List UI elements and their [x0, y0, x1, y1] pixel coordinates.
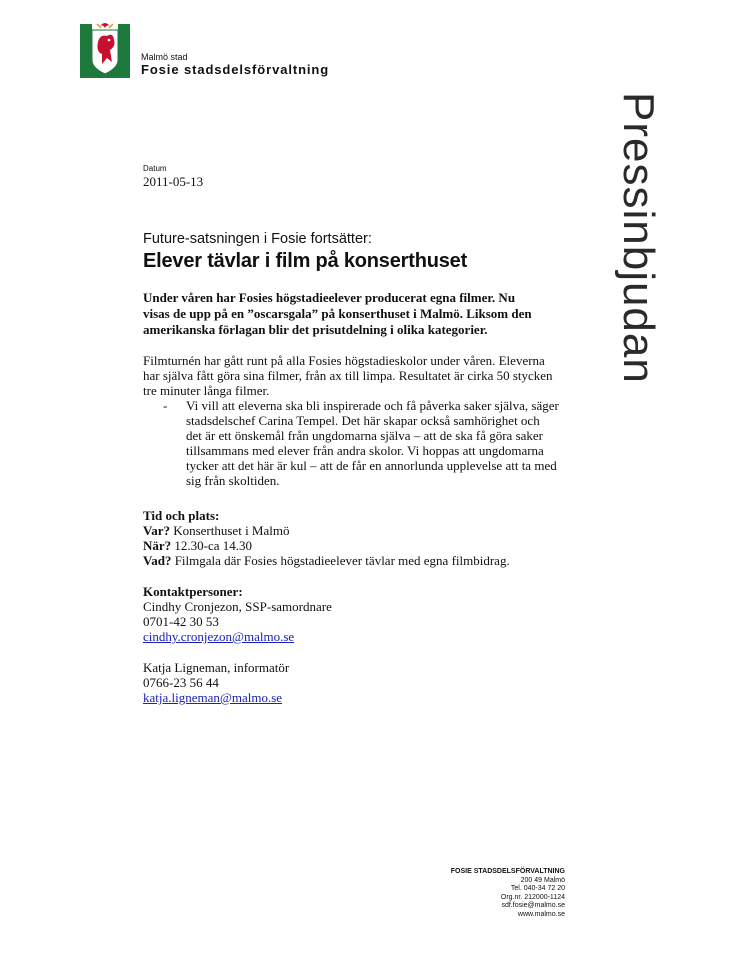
side-title: Pressinbjudan — [614, 92, 663, 384]
quote-line: tycker att det här är kul – att de får en annorlunda upplevelse att ta med — [186, 458, 557, 473]
kicker: Future-satsningen i Fosie fortsätter: — [143, 231, 372, 247]
quote-line: stadsdelschef Carina Tempel. Det här skapar också samhörighet och — [186, 413, 540, 428]
contacts-heading: Kontaktpersoner: — [143, 584, 243, 599]
press-invitation-vertical-title — [607, 92, 667, 412]
malmo-griffin-coat-of-arms-icon — [80, 20, 130, 78]
contacts — [143, 584, 332, 644]
body-paragraph — [143, 353, 573, 398]
contact-email-link[interactable]: cindhy.cronjezon@malmo.se — [143, 629, 295, 644]
lead-line: amerikanska förlagan blir det prisutdelning i olika kategorier. — [143, 322, 488, 337]
contact-name: Cindhy Cronjezon, SSP-samordnare — [143, 599, 332, 614]
footer-website: www.malmo.se — [517, 910, 565, 918]
footer-address — [451, 868, 565, 920]
lead-line: visas de upp på en ”oscarsgala” på konserthuset i Malmö. Liksom den — [143, 306, 532, 321]
org-small-name: Malmö stad — [141, 52, 188, 62]
where-label: Var? — [143, 523, 170, 538]
lead-paragraph — [143, 290, 563, 338]
lead-line: Under våren har Fosies högstadieelever producerat egna filmer. Nu — [143, 290, 516, 305]
what-label: Vad? — [143, 553, 172, 568]
quote-line: tillsammans med elever från andra skolor. Vi hoppas att ungdomarna — [186, 443, 544, 458]
contact-email-link[interactable]: katja.ligneman@malmo.se — [143, 690, 283, 705]
quote-line: det är ett önskemål från ungdomarna själva – att de ska få göra saker — [186, 428, 543, 443]
footer-org-number: Org.nr. 212000-1124 — [500, 893, 565, 901]
contact-person — [143, 660, 289, 705]
footer-email: sdf.fosie@malmo.se — [501, 902, 565, 910]
org-name: Fosie stadsdelsförvaltning — [141, 62, 330, 77]
time-place-heading: Tid och plats: — [143, 508, 220, 523]
what-value: Filmgala där Fosies högstadieelever tävlar med egna filmbidrag. — [171, 553, 510, 568]
body-line: Filmturnén har gått runt på alla Fosies högstadieskolor under våren. Eleverna — [143, 353, 545, 368]
time-and-place — [143, 508, 510, 568]
when-value: 12.30-ca 14.30 — [171, 538, 253, 553]
footer-org-name: FOSIE STADSDELSFÖRVALTNING — [450, 868, 565, 875]
contact-name: Katja Ligneman, informatör — [143, 660, 290, 675]
quote-line: Vi vill att eleverna ska bli inspirerade och få påverka saker själva, säger — [186, 398, 559, 413]
where-value: Konserthuset i Malmö — [169, 523, 290, 538]
date-label: Datum — [143, 164, 167, 173]
quote-line: sig från skoltiden. — [186, 473, 280, 488]
when-label: När? — [143, 538, 172, 553]
headline: Elever tävlar i film på konserthuset — [143, 250, 468, 272]
footer-address-line: 200 49 Malmö — [520, 876, 565, 884]
date-value: 2011-05-13 — [143, 174, 204, 189]
quote-text — [186, 398, 571, 488]
contact-phone: 0701-42 30 53 — [143, 614, 219, 629]
footer-phone: Tel. 040-34 72 20 — [510, 885, 565, 893]
body-line: tre minuter långa filmer. — [143, 383, 270, 398]
list-dash: - — [163, 398, 168, 413]
contact-phone: 0766-23 56 44 — [143, 675, 219, 690]
body-line: har själva fått göra sina filmer, från ax till limpa. Resultatet är cirka 50 stycken — [143, 368, 553, 383]
